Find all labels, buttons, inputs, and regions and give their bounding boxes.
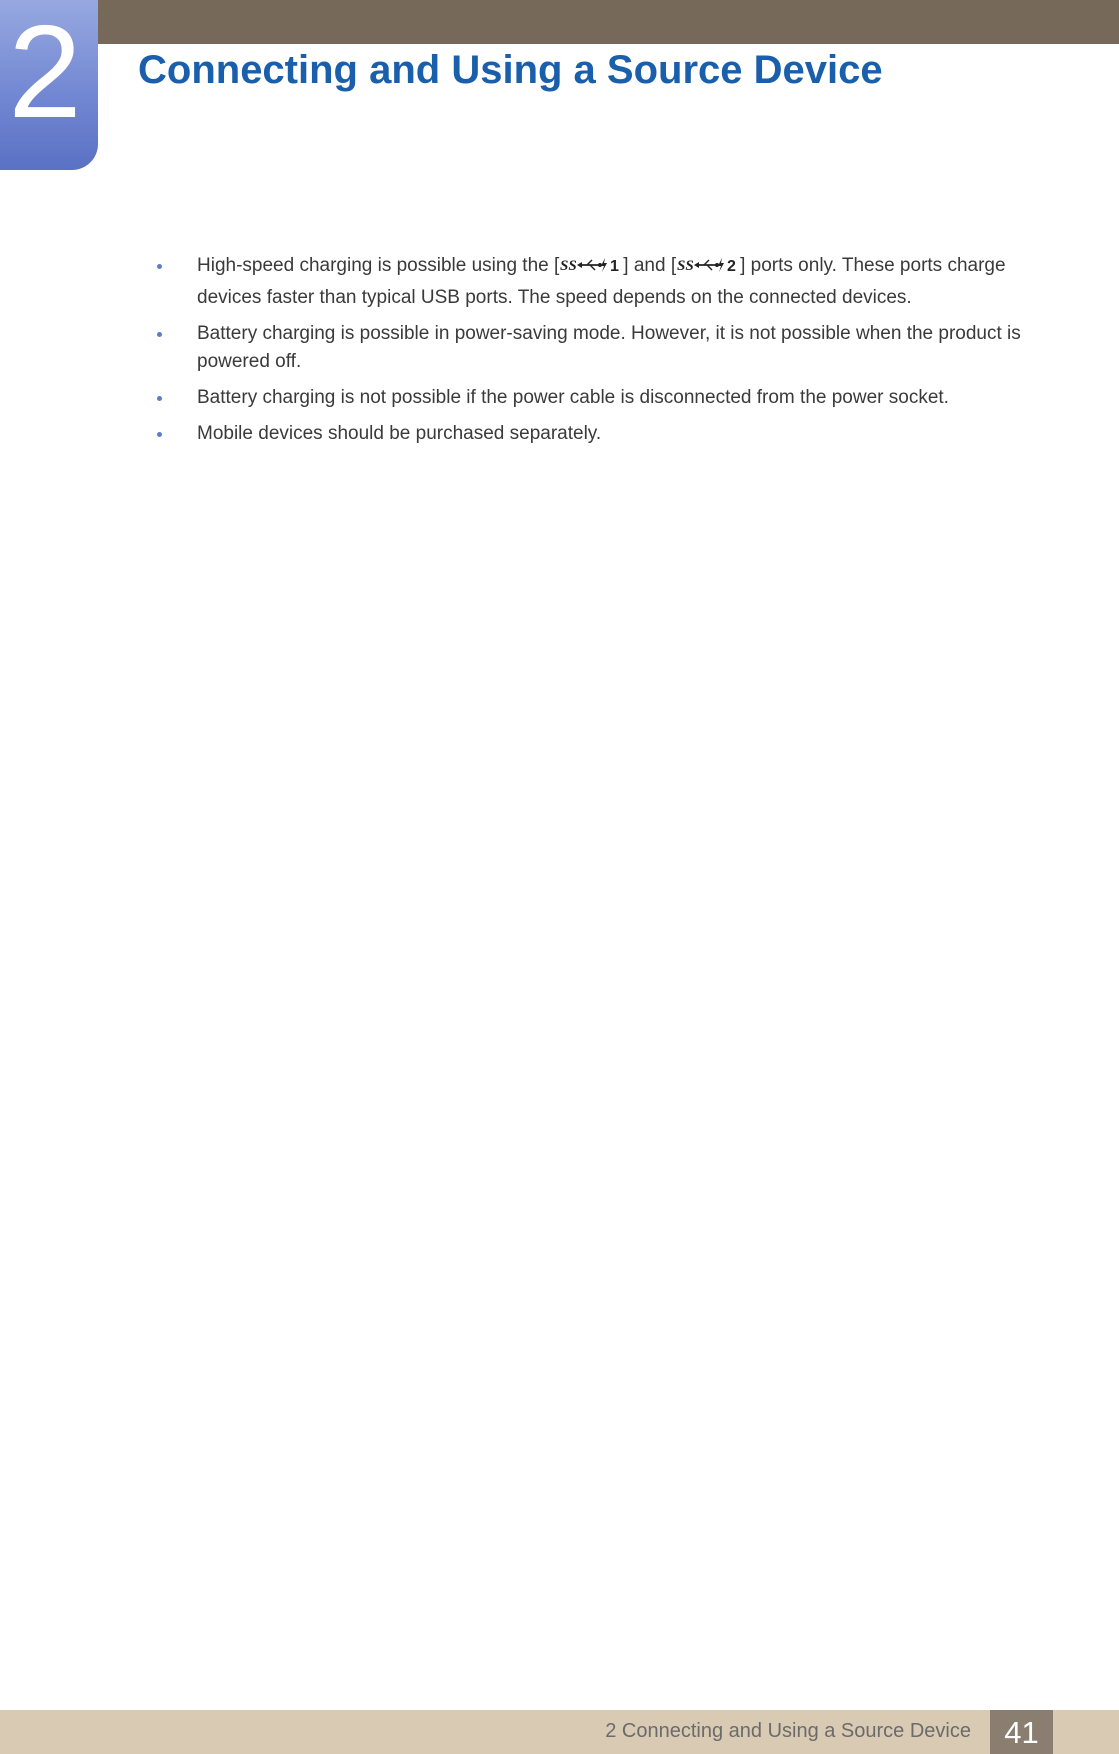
- svg-text:SS: SS: [560, 258, 577, 274]
- port-2-label: 2: [727, 258, 737, 275]
- bullet-list: [155, 252, 1035, 456]
- usb-ss-charge-port-2-icon: [677, 255, 739, 284]
- bullet-text: Battery charging is not possible if the power cable is disconnected from the power socket.: [197, 387, 949, 408]
- svg-text:SS: SS: [677, 258, 694, 274]
- bullet-text: Mobile devices should be purchased separately.: [197, 423, 602, 444]
- bullet-text-part: ] ports only. These ports charge devices faster than typical USB ports. The speed depends on the connected devices.: [197, 255, 1006, 308]
- bullet-text-part: ] and [: [623, 255, 677, 276]
- bullet-icon: [157, 432, 162, 437]
- chapter-title: Connecting and Using a Source Device: [138, 48, 883, 92]
- list-item: [155, 384, 1035, 412]
- bullet-icon: [157, 396, 162, 401]
- bullet-icon: [157, 332, 162, 337]
- page-number: 41: [1004, 1715, 1039, 1750]
- usb-ss-charge-port-1-icon: [560, 255, 622, 284]
- list-item: [155, 252, 1035, 312]
- chapter-tab: [0, 0, 98, 170]
- port-1-label: 1: [610, 258, 620, 275]
- list-item: [155, 320, 1035, 376]
- bullet-text-part: High-speed charging is possible using the [: [197, 255, 560, 276]
- bullet-text: Battery charging is possible in power-saving mode. However, it is not possible when the product is powered off.: [197, 323, 1021, 372]
- header-bar: [0, 0, 1119, 44]
- bullet-icon: [157, 264, 162, 269]
- footer-chapter-label: 2 Connecting and Using a Source Device: [605, 1720, 971, 1742]
- chapter-number: 2: [8, 0, 82, 145]
- page-number-box: [990, 1710, 1053, 1754]
- list-item: [155, 420, 1035, 448]
